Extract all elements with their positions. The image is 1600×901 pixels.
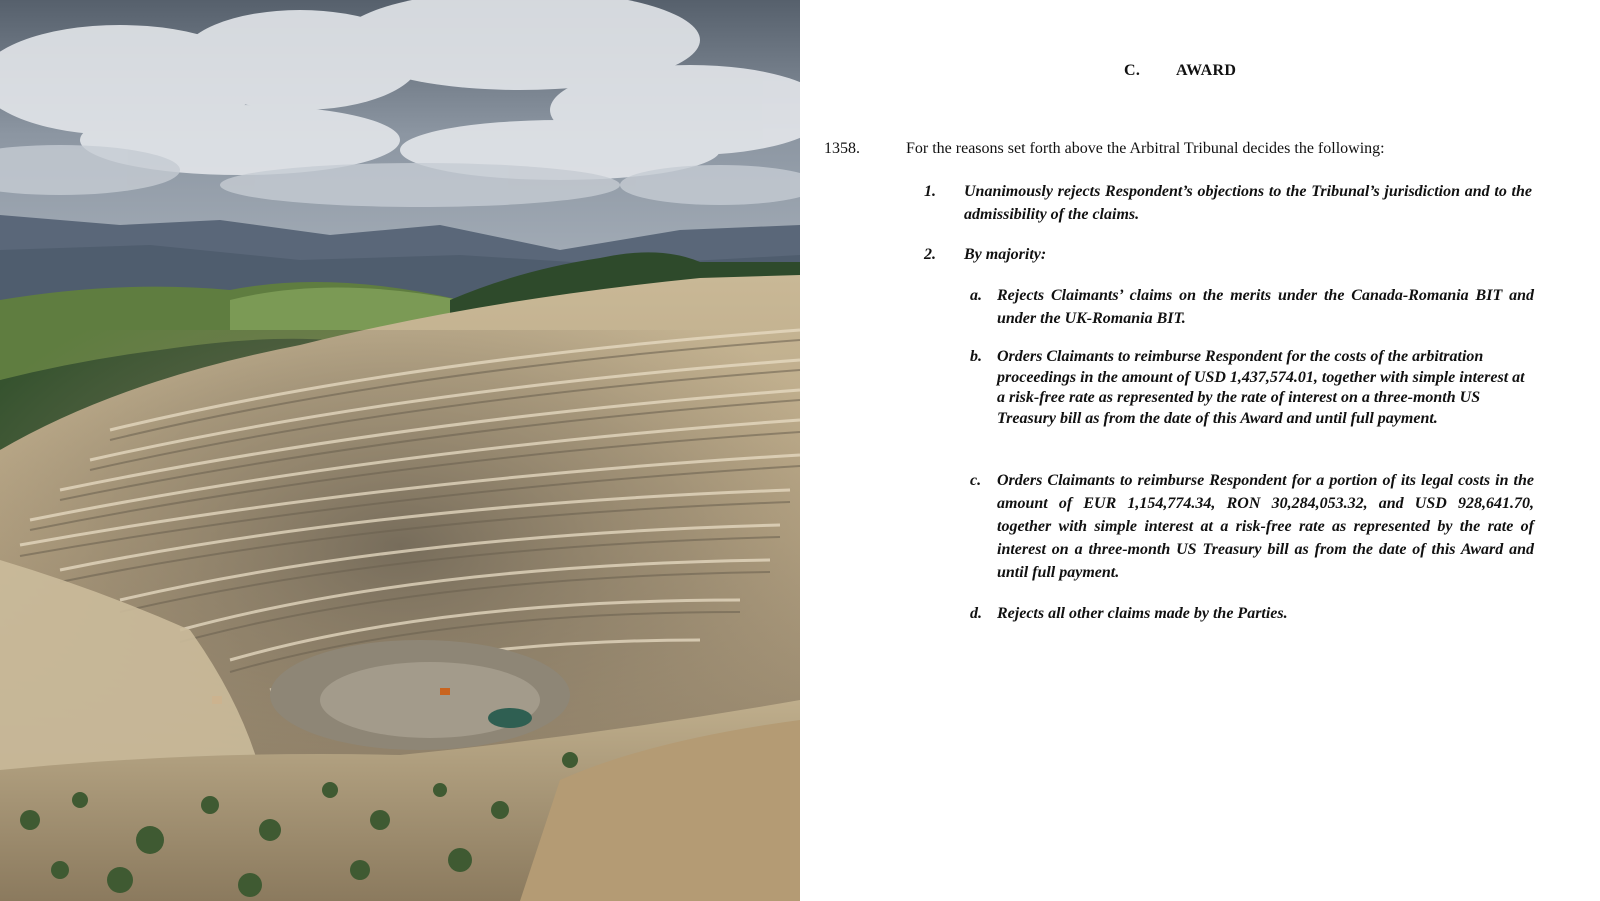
section-heading (1124, 62, 1236, 80)
subitem-text: Rejects all other claims made by the Parties. (997, 605, 1288, 622)
section-letter: C. (1124, 62, 1141, 79)
paragraph-text: For the reasons set forth above the Arbitral Tribunal decides the following: (906, 140, 1385, 157)
subitem-letter: c. (970, 472, 982, 489)
award-document (800, 0, 1600, 901)
subitem-text: Rejects Claimants’ claims on the merits under the Canada-Romania BIT and under the UK-Romania BIT. (997, 287, 1534, 327)
subitem-text: Orders Claimants to reimburse Respondent for the costs of the arbitration proceedings in the amount of USD 1,437,574.01, together with simple interest at a risk-free rate as represented by the rate of interest on a three-month US Treasury bill as from the date of this Award and until full payment. (997, 348, 1525, 427)
subitem-letter: a. (970, 287, 982, 304)
subitem-letter: b. (970, 348, 982, 365)
paragraph-number: 1358. (824, 140, 860, 157)
decision-number: 1. (924, 183, 936, 200)
decision-text: Unanimously rejects Respondent’s objections to the Tribunal’s jurisdiction and to the admissibility of the claims. (964, 183, 1532, 223)
section-title: AWARD (1176, 62, 1237, 79)
decision-text: By majority: (964, 246, 1047, 263)
decision-number: 2. (924, 246, 936, 263)
subitem-letter: d. (970, 605, 982, 622)
subitem-text: Orders Claimants to reimburse Respondent for a portion of its legal costs in the amount of EUR 1,154,774.34, RON 30,284,053.32, and USD 928,641.70, together with simple interest at a risk-free rate as represented by the rate of interest on a three-month US Treasury bill as from the date of this Award and until full payment. (997, 472, 1534, 581)
